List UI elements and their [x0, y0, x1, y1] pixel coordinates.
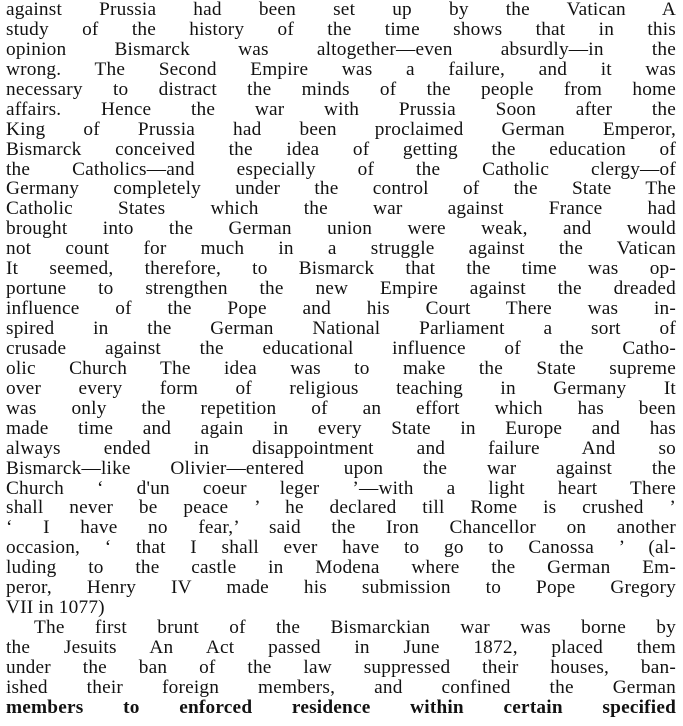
text-line: Catholic States which the war against France had	[6, 198, 676, 220]
text-line: always ended in disappointment and failure And so	[6, 437, 676, 459]
text-line: olic Church The idea was to make the State supreme	[6, 357, 676, 379]
text-line: study of the history of the time shows that in this	[6, 18, 676, 40]
text-line: Bismarck—like Olivier—entered upon the war against the	[6, 457, 676, 479]
text-line: ished their foreign members, and confined the German	[6, 676, 676, 698]
text-line: made time and again in every State in Europe and has	[6, 417, 676, 439]
text-line: spired in the German National Parliament a sort of	[6, 318, 676, 339]
text-line: against Prussia had been set up by the Vatican A	[6, 0, 676, 20]
text-line: peror, Henry IV made his submission to Pope Gregory	[6, 577, 676, 599]
text-line: over every form of religious teaching in Germany It	[6, 377, 676, 399]
text-line: Church ‘ d'un coeur leger ’—with a light heart There	[6, 477, 676, 499]
text-line: the Jesuits An Act passed in June 1872, placed them	[6, 637, 676, 658]
text-line: It seemed, therefore, to Bismarck that the time was op-	[6, 258, 676, 280]
paragraph-bismarck-vatican	[6, 0, 676, 618]
text-line: under the ban of the law suppressed their houses, ban-	[6, 656, 676, 678]
paragraph-jesuits-act	[6, 618, 676, 718]
text-line: was only the repetition of an effort which has been	[6, 397, 676, 419]
text-line: brought into the German union were weak, and would	[6, 218, 676, 240]
text-line: portune to strengthen the new Empire against the dreaded	[6, 278, 676, 300]
text-line: affairs. Hence the war with Prussia Soon after the	[6, 98, 676, 120]
text-line: luding to the castle in Modena where the German Em-	[6, 557, 676, 579]
text-line: King of Prussia had been proclaimed German Emperor,	[6, 118, 676, 140]
text-line: Germany completely under the control of the State The	[6, 178, 676, 200]
text-line: occasion, ‘ that I shall ever have to go to Canossa ’ (al-	[6, 537, 676, 559]
newspaper-column	[6, 0, 676, 726]
text-line-last: VII in 1077)	[6, 597, 105, 619]
text-line: opinion Bismarck was altogether—even absurdly—in the	[6, 38, 676, 60]
text-line: shall never be peace ’ he declared till Rome is crushed ’	[6, 497, 676, 519]
text-line-first: The first brunt of the Bismarckian war was borne by	[34, 617, 676, 639]
text-line: necessary to distract the minds of the people from home	[6, 78, 676, 100]
text-line: not count for much in a struggle against the Vatican	[6, 238, 676, 260]
text-line: Bismarck conceived the idea of getting the education of	[6, 138, 676, 160]
text-line: crusade against the educational influence of the Catho-	[6, 337, 676, 359]
text-line: influence of the Pope and his Court There was in-	[6, 298, 676, 320]
text-line: the Catholics—and especially of the Catholic clergy—of	[6, 158, 676, 180]
text-line: ‘ I have no fear,’ said the Iron Chancellor on another	[6, 517, 676, 539]
text-line: members to enforced residence within certain specified	[6, 696, 676, 718]
text-line: wrong. The Second Empire was a failure, and it was	[6, 58, 676, 80]
